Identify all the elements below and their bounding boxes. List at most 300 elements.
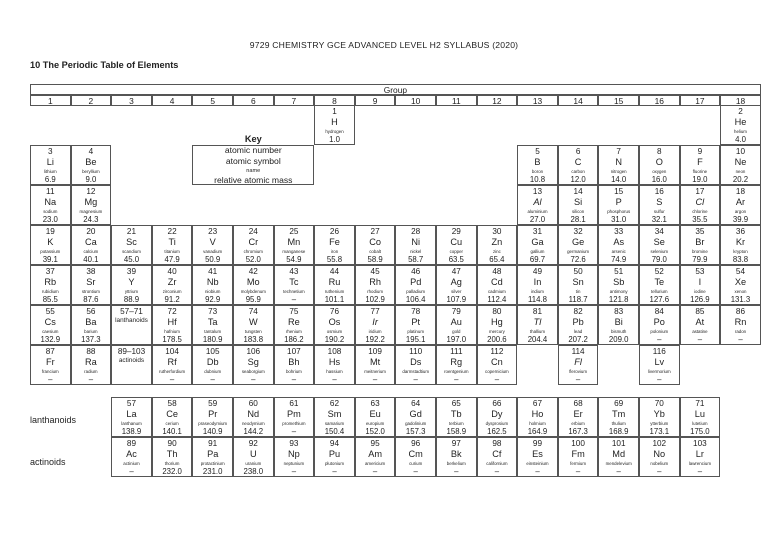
atomic-number: 34 — [654, 227, 664, 236]
relative-atomic-mass: 175.0 — [690, 427, 710, 437]
atomic-symbol: Hg — [491, 317, 503, 328]
group-number: 11 — [436, 95, 477, 106]
element-name: californium — [486, 461, 508, 467]
atomic-symbol: Pa — [207, 449, 219, 460]
element-cell — [517, 225, 558, 265]
element-name: plutonium — [324, 461, 344, 467]
relative-atomic-mass: 12.0 — [570, 175, 586, 185]
element-cell — [720, 185, 761, 225]
element-cell — [639, 145, 680, 185]
element-name: vanadium — [203, 249, 223, 255]
atomic-symbol: Fm — [571, 449, 585, 460]
element-name: mendelevium — [605, 461, 632, 467]
group-number: 1 — [30, 95, 71, 106]
lanthanoid-cell — [355, 397, 396, 437]
atomic-symbol: Lv — [654, 357, 665, 368]
element-name: berkelium — [446, 461, 466, 467]
relative-atomic-mass: – — [291, 467, 297, 477]
element-name: francium — [41, 369, 59, 375]
atomic-number: 11 — [46, 187, 55, 196]
relative-atomic-mass: 14.0 — [611, 175, 627, 185]
element-cell — [152, 225, 193, 265]
element-name: hassium — [326, 369, 343, 375]
relative-atomic-mass: – — [88, 375, 94, 385]
atomic-number: 61 — [289, 399, 299, 408]
element-cell — [477, 345, 518, 385]
relative-atomic-mass: – — [575, 375, 581, 385]
atomic-number: 104 — [165, 347, 179, 356]
atomic-symbol: Kr — [735, 237, 746, 248]
atomic-number: 2 — [738, 107, 743, 116]
element-name: gadolinium — [405, 421, 427, 427]
atomic-number: 4 — [88, 147, 94, 156]
element-name: copper — [449, 249, 464, 255]
element-name: iron — [330, 249, 339, 255]
relative-atomic-mass: 95.9 — [245, 295, 261, 305]
lanthanoid-cell — [192, 397, 233, 437]
relative-atomic-mass: 207.2 — [568, 335, 588, 345]
lanthanoid-cell — [598, 397, 639, 437]
element-cell — [30, 145, 71, 185]
atomic-symbol: Yb — [653, 409, 665, 420]
element-name: neptunium — [283, 461, 305, 467]
atomic-number: 12 — [86, 187, 96, 196]
atomic-number: 57–71 — [120, 307, 143, 316]
atomic-number: 89 — [126, 439, 137, 448]
element-name: arsenic — [611, 249, 626, 255]
atomic-number: 20 — [86, 227, 96, 236]
element-cell — [598, 305, 639, 345]
element-cell — [720, 145, 761, 185]
atomic-symbol: Mn — [287, 237, 301, 248]
atomic-number: 8 — [657, 147, 662, 156]
atomic-symbol: Er — [573, 409, 583, 420]
element-cell — [30, 305, 71, 345]
element-name: promethium — [282, 421, 306, 427]
relative-atomic-mass: 47.9 — [164, 255, 180, 265]
relative-atomic-mass: 144.2 — [243, 427, 264, 437]
key-title: Key — [244, 134, 262, 144]
relative-atomic-mass: 87.6 — [83, 295, 99, 305]
atomic-number: 103 — [693, 439, 707, 448]
atomic-symbol: Mt — [369, 357, 381, 368]
relative-atomic-mass: 35.5 — [692, 215, 708, 225]
element-name: tin — [575, 289, 581, 295]
relative-atomic-mass: 164.9 — [527, 427, 548, 437]
element-name: beryllium — [82, 169, 100, 175]
element-cell — [395, 345, 436, 385]
relative-atomic-mass: 195.1 — [405, 335, 426, 345]
element-cell — [558, 345, 599, 385]
element-cell — [639, 265, 680, 305]
element-cell — [639, 185, 680, 225]
element-cell — [558, 305, 599, 345]
atomic-number: 65 — [451, 399, 461, 408]
atomic-symbol: Ir — [372, 317, 378, 328]
group-number: 3 — [111, 95, 152, 106]
atomic-number: 51 — [614, 267, 624, 276]
atomic-number: 32 — [573, 227, 583, 236]
atomic-symbol: N — [615, 157, 622, 168]
element-name: americium — [364, 461, 386, 467]
relative-atomic-mass: 31.0 — [611, 215, 627, 225]
atomic-symbol: Mg — [84, 197, 98, 208]
element-name: fermium — [570, 461, 587, 467]
atomic-number: 87 — [45, 347, 55, 356]
atomic-number: 109 — [368, 347, 382, 356]
relative-atomic-mass: 167.3 — [568, 427, 588, 437]
atomic-number: 15 — [614, 187, 624, 196]
atomic-number: 69 — [614, 399, 624, 408]
element-name: cobalt — [369, 249, 381, 255]
lanthanoid-cell — [477, 397, 518, 437]
element-name: radium — [84, 369, 98, 375]
element-name: manganese — [282, 249, 306, 255]
element-cell — [517, 145, 558, 185]
element-cell — [274, 345, 315, 385]
atomic-number: 116 — [652, 347, 666, 356]
element-cell — [111, 265, 152, 305]
relative-atomic-mass: 183.8 — [243, 335, 264, 345]
atomic-symbol: Ni — [411, 237, 421, 248]
element-name: niobium — [204, 289, 221, 295]
atomic-symbol: Rb — [44, 277, 57, 288]
relative-atomic-mass: 186.2 — [284, 335, 304, 345]
element-cell — [71, 225, 112, 265]
relative-atomic-mass: 232.0 — [162, 467, 182, 477]
relative-atomic-mass: 114.8 — [528, 295, 547, 305]
atomic-number: 86 — [735, 307, 746, 316]
atomic-number: 44 — [329, 267, 340, 276]
atomic-symbol: F — [697, 157, 703, 168]
atomic-number: 80 — [492, 307, 502, 316]
atomic-number: 25 — [289, 227, 299, 236]
section-title: 10 The Periodic Table of Elements — [30, 60, 179, 70]
actinoid-cell — [639, 437, 680, 477]
element-name: silicon — [571, 209, 585, 215]
atomic-number: 81 — [532, 307, 543, 316]
relative-atomic-mass: – — [535, 467, 540, 477]
element-cell — [71, 185, 112, 225]
relative-atomic-mass: – — [129, 467, 134, 477]
relative-atomic-mass: 9.0 — [85, 175, 97, 185]
relative-atomic-mass: 45.0 — [123, 255, 140, 265]
atomic-number: 64 — [411, 399, 421, 408]
element-name: neon — [735, 169, 746, 175]
element-name: einsteinium — [526, 461, 549, 467]
relative-atomic-mass: – — [372, 375, 378, 385]
atomic-number: 98 — [492, 439, 502, 448]
element-cell — [598, 265, 639, 305]
relative-atomic-mass: – — [657, 335, 662, 345]
atomic-number: 38 — [86, 267, 96, 276]
atomic-number: 59 — [208, 399, 218, 408]
element-cell — [639, 305, 680, 345]
element-cell — [233, 225, 274, 265]
atomic-symbol: Pd — [410, 277, 422, 288]
element-name: palladium — [406, 289, 426, 295]
element-cell — [558, 185, 599, 225]
atomic-symbol: Ho — [531, 409, 544, 420]
relative-atomic-mass: – — [291, 427, 297, 437]
element-cell — [558, 225, 599, 265]
element-cell — [477, 305, 518, 345]
actinoid-cell — [680, 437, 721, 477]
atomic-symbol: Si — [574, 197, 583, 208]
relative-atomic-mass: 204.4 — [527, 335, 548, 345]
atomic-number: 26 — [329, 227, 340, 236]
relative-atomic-mass: 16.0 — [651, 175, 667, 185]
lanthanoid-cell — [111, 397, 152, 437]
atomic-symbol: Pm — [287, 409, 301, 420]
atomic-symbol: I — [698, 277, 702, 288]
atomic-symbol: Ne — [734, 157, 747, 168]
atomic-symbol: Db — [206, 357, 219, 368]
relative-atomic-mass: – — [454, 467, 459, 477]
element-cell — [720, 265, 761, 305]
relative-atomic-mass: – — [657, 467, 662, 477]
element-name: europium — [365, 421, 385, 427]
relative-atomic-mass: – — [697, 335, 703, 345]
atomic-number: 16 — [654, 187, 664, 196]
atomic-symbol: Nb — [206, 277, 219, 288]
atomic-number: 18 — [735, 187, 746, 196]
relative-atomic-mass: 140.9 — [202, 427, 223, 437]
atomic-number: 57 — [126, 399, 137, 408]
atomic-number: 94 — [329, 439, 340, 448]
relative-atomic-mass: 106.4 — [405, 295, 426, 305]
relative-atomic-mass: 58.9 — [367, 255, 383, 265]
relative-atomic-mass: 168.9 — [608, 427, 629, 437]
element-name: carbon — [571, 169, 585, 175]
atomic-number: 84 — [654, 307, 664, 316]
atomic-number: 71 — [695, 399, 705, 408]
atomic-number: 22 — [167, 227, 177, 236]
relative-atomic-mass: – — [657, 375, 662, 385]
relative-atomic-mass: 238.0 — [243, 467, 264, 477]
element-cell — [233, 345, 274, 385]
relative-atomic-mass: 126.9 — [690, 295, 710, 305]
relative-atomic-mass: 180.9 — [202, 335, 223, 345]
atomic-symbol: In — [533, 277, 542, 288]
element-cell — [720, 305, 761, 345]
atomic-symbol: Tc — [289, 277, 299, 288]
atomic-symbol: W — [248, 317, 258, 328]
element-name: ruthenium — [324, 289, 345, 295]
atomic-symbol: Co — [369, 237, 381, 248]
element-name: lawrencium — [688, 461, 711, 467]
atomic-symbol: Cd — [491, 277, 503, 288]
relative-atomic-mass: 10.8 — [529, 175, 546, 185]
element-name: dubnium — [204, 369, 222, 375]
atomic-symbol: Tb — [450, 409, 462, 420]
element-cell — [477, 225, 518, 265]
atomic-symbol: Np — [288, 449, 300, 460]
relative-atomic-mass: – — [332, 467, 337, 477]
element-name: uranium — [245, 461, 262, 467]
atomic-symbol: Th — [166, 449, 178, 460]
element-name: ytterbium — [650, 421, 669, 427]
element-name: germanium — [567, 249, 590, 255]
atomic-number: 37 — [45, 267, 55, 276]
element-name: technetium — [283, 289, 305, 295]
relative-atomic-mass: 190.2 — [324, 335, 345, 345]
atomic-symbol: Mo — [246, 277, 260, 288]
atomic-symbol: Ra — [85, 357, 97, 368]
atomic-number: 62 — [329, 399, 340, 408]
element-cell — [71, 345, 112, 385]
relative-atomic-mass: – — [291, 295, 297, 305]
atomic-symbol: Sm — [327, 409, 342, 420]
element-cell — [71, 145, 112, 185]
element-name: thulium — [611, 421, 626, 427]
atomic-number: 41 — [208, 267, 218, 276]
element-cell — [30, 185, 71, 225]
element-name: strontium — [81, 289, 100, 295]
atomic-number: 35 — [695, 227, 705, 236]
lanthanoid-cell — [639, 397, 680, 437]
element-cell — [355, 265, 396, 305]
element-cell — [152, 265, 193, 305]
relative-atomic-mass: 150.4 — [324, 427, 345, 437]
atomic-symbol: Pr — [208, 409, 218, 420]
element-cell — [274, 225, 315, 265]
atomic-number: 82 — [573, 307, 583, 316]
element-cell — [274, 265, 315, 305]
atomic-symbol: Sb — [613, 277, 625, 288]
element-cell — [517, 265, 558, 305]
element-name: holmium — [529, 421, 546, 427]
key-relative-atomic-mass: relative atomic mass — [214, 175, 293, 185]
atomic-number: 79 — [451, 307, 461, 316]
element-cell — [314, 225, 355, 265]
atomic-number: 67 — [532, 399, 543, 408]
element-name: zirconium — [162, 289, 182, 295]
actinoid-cell — [558, 437, 599, 477]
element-cell — [111, 345, 152, 385]
element-cell — [436, 225, 477, 265]
atomic-symbol: Dy — [491, 409, 503, 420]
relative-atomic-mass: 192.2 — [365, 335, 385, 345]
relative-atomic-mass: 20.2 — [732, 175, 749, 185]
element-name: tungsten — [244, 329, 262, 335]
actinoid-cell — [477, 437, 518, 477]
atomic-symbol: Lu — [694, 409, 705, 420]
atomic-symbol: C — [574, 157, 582, 168]
atomic-symbol: Eu — [369, 409, 381, 420]
element-cell — [680, 265, 721, 305]
relative-atomic-mass: 138.9 — [121, 427, 142, 437]
relative-atomic-mass: 121.8 — [608, 295, 629, 305]
element-cell — [314, 265, 355, 305]
atomic-symbol: Sc — [126, 237, 137, 248]
atomic-symbol: Ti — [168, 237, 176, 248]
atomic-number: 30 — [492, 227, 502, 236]
element-name: gallium — [530, 249, 545, 255]
atomic-number: 60 — [248, 399, 258, 408]
element-name: meitnerium — [364, 369, 386, 375]
element-cell — [355, 305, 396, 345]
relative-atomic-mass: 140.1 — [162, 427, 182, 437]
key-name: name — [246, 168, 261, 174]
atomic-symbol: Nd — [247, 409, 260, 420]
element-name: copernicium — [485, 369, 509, 375]
atomic-number: 42 — [248, 267, 258, 276]
relative-atomic-mass: 231.0 — [202, 467, 223, 477]
atomic-number: 6 — [575, 147, 581, 156]
element-cell — [192, 225, 233, 265]
element-name: sodium — [43, 209, 58, 215]
element-name: hafnium — [164, 329, 180, 335]
atomic-symbol: Cf — [492, 449, 502, 460]
element-cell — [233, 265, 274, 305]
atomic-number: 55 — [45, 307, 55, 316]
relative-atomic-mass: – — [169, 375, 175, 385]
atomic-number: 49 — [532, 267, 543, 276]
group-number: 14 — [558, 95, 599, 106]
element-name: barium — [84, 329, 98, 335]
atomic-symbol: Pb — [572, 317, 584, 328]
atomic-symbol: Os — [328, 317, 341, 328]
element-name: nobelium — [650, 461, 669, 467]
relative-atomic-mass: 63.5 — [448, 255, 464, 265]
atomic-number: 1 — [332, 107, 337, 116]
element-name: chlorine — [692, 209, 708, 215]
atomic-symbol: Pt — [411, 317, 421, 328]
atomic-number: 108 — [327, 347, 342, 356]
atomic-symbol: Cm — [408, 449, 423, 460]
atomic-number: 92 — [248, 439, 258, 448]
relative-atomic-mass: – — [494, 467, 500, 477]
atomic-symbol: P — [615, 197, 622, 208]
element-name: potassium — [40, 249, 61, 255]
element-name: boron — [531, 169, 544, 175]
relative-atomic-mass: 24.3 — [83, 215, 99, 225]
atomic-number: 19 — [45, 227, 55, 236]
relative-atomic-mass: 162.5 — [487, 427, 507, 437]
series-note: lanthanoids — [115, 317, 148, 325]
atomic-symbol: B — [534, 157, 541, 168]
atomic-number: 96 — [411, 439, 421, 448]
atomic-number: 110 — [409, 347, 423, 356]
element-name: astatine — [692, 329, 708, 335]
relative-atomic-mass: 158.9 — [446, 427, 467, 437]
element-name: oxygen — [652, 169, 667, 175]
relative-atomic-mass: 85.5 — [42, 295, 58, 305]
group-number: 5 — [192, 95, 233, 106]
relative-atomic-mass: 178.5 — [162, 335, 182, 345]
relative-atomic-mass: 152.0 — [365, 427, 385, 437]
element-cell — [111, 225, 152, 265]
element-cell — [233, 305, 274, 345]
element-cell — [517, 305, 558, 345]
group-number: 7 — [274, 95, 315, 106]
relative-atomic-mass: – — [454, 375, 459, 385]
relative-atomic-mass: 74.9 — [611, 255, 627, 265]
element-name: osmium — [326, 329, 343, 335]
atomic-symbol: Tl — [533, 317, 542, 328]
document-header: 9729 CHEMISTRY GCE ADVANCED LEVEL H2 SYLLABUS (2020) — [249, 40, 519, 50]
element-name: sulfur — [653, 209, 665, 215]
atomic-symbol: Fe — [329, 237, 340, 248]
relative-atomic-mass: 32.1 — [651, 215, 667, 225]
actinoid-cell — [152, 437, 193, 477]
element-cell — [192, 345, 233, 385]
relative-atomic-mass: 40.1 — [83, 255, 99, 265]
element-cell — [314, 345, 355, 385]
atomic-symbol: Es — [532, 449, 543, 460]
element-name: thorium — [164, 461, 180, 467]
